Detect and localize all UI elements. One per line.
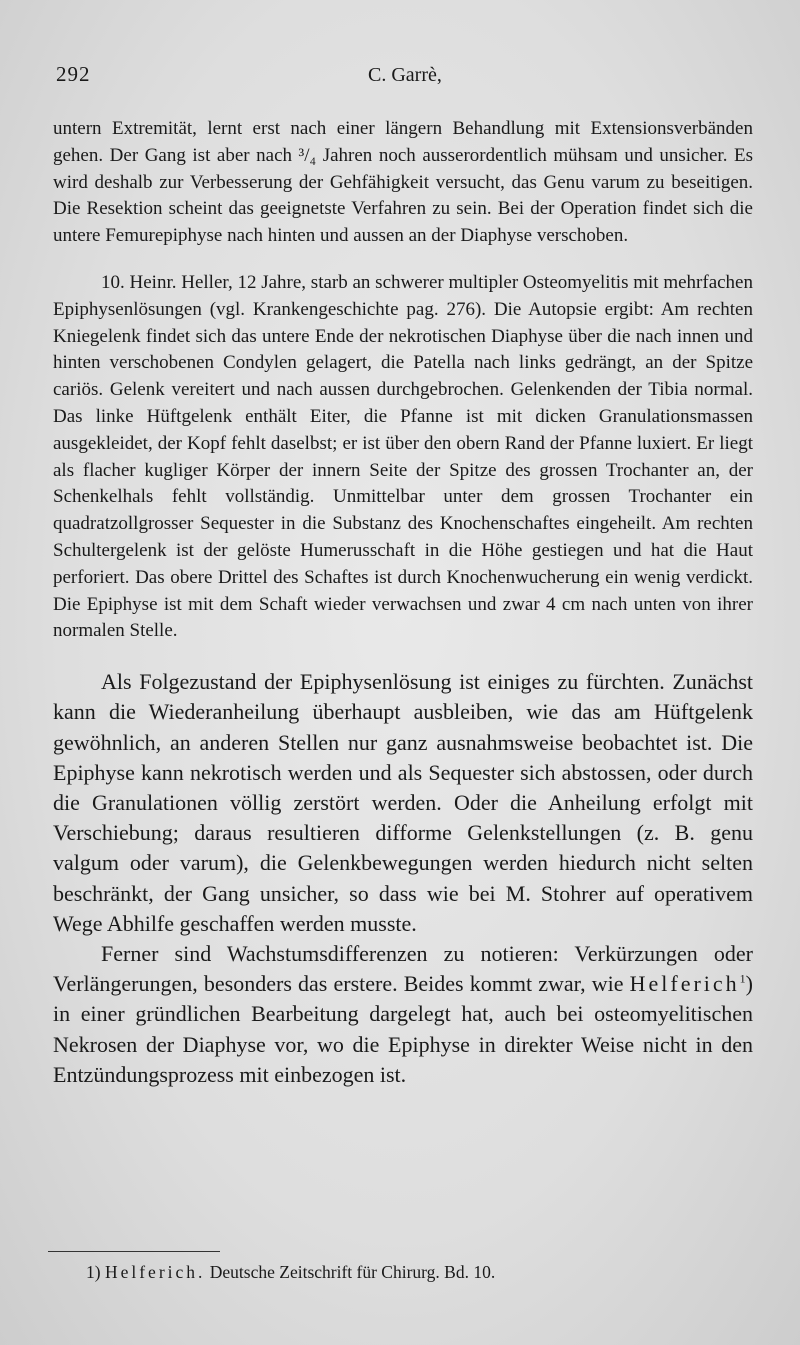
paragraph-text-start: Ferner sind Wachstumsdifferenzen zu notieren: Verkürzungen oder Verlängerungen, besonders das erstere. Beides kommt zwar, wie [53, 940, 753, 997]
paragraph-text-end: ) in einer gründlichen Bearbeitung dargelegt hat, auch bei osteomyelitischen Nekrosen der Diaphyse vor, wo die Epiphyse in direkter Weise nicht in den Entzündungsprozess mit einbezogen ist. [53, 971, 753, 1087]
paragraph-continuation: untern Extremität, lernt erst nach einer längern Behandlung mit Extensionsverbänden gehen. Der Gang ist aber nach ³/₄ Jahren noch ausserordentlich mühsam und unsicher. Es wird deshalb zur Verbesserung der Gehfähigkeit versucht, das Genu varum zu beseitigen. Die Resektion scheint das geeignetste Verfahren zu sein. Bei der Operation findet sich die untere Femurepiphyse nach hinten und aussen an der Diaphyse verschoben. [53, 118, 753, 247]
footnote [86, 1262, 495, 1283]
footnote-text: Deutsche Zeitschrift für Chirurg. Bd. 10. [209, 1262, 496, 1282]
body-paragraph: Als Folgezustand der Epiphysenlösung ist einiges zu fürchten. Zunächst kann die Wiederanheilung überhaupt ausbleiben, wie das am Hüftgelenk gewöhnlich, an anderen Stellen nur ganz ausnahmsweise beobachtet ist. Die Epiphyse kann nekrotisch werden und als Sequester sich abstossen, oder durch die Granulationen völlig zerstört werden. Oder die Anheilung erfolgt mit Verschiebung; daraus resultieren difforme Gelenkstellungen (z. B. genu valgum oder varum), die Gelenkbewegungen werden hiedurch nicht selten beschränkt, der Gang unsicher, so dass wie bei M. Stohrer auf operativem Wege Abhilfe geschaffen werden musste. [53, 669, 753, 936]
body-paragraph-citation [53, 939, 753, 1090]
page-body [53, 116, 753, 1090]
page-number: 292 [56, 62, 91, 86]
page-header [56, 62, 740, 98]
cited-author: Helferich [629, 971, 740, 997]
footnote-reference: 1 [739, 971, 746, 986]
running-head: C. Garrè, [368, 64, 442, 86]
footnote-author: Helferich. [104, 1262, 206, 1282]
footnote-marker: 1) [86, 1262, 101, 1282]
case-report-paragraph: 10. Heinr. Heller, 12 Jahre, starb an schwerer multipler Osteomyelitis mit mehrfachen Epiphysenlösungen (vgl. Krankengeschichte pag. 276). Die Autopsie ergibt: Am rechten Kniegelenk findet sich das untere Ende der nekrotischen Diaphyse über die nach innen und hinten verschobenen Condylen gelagert, die Patella nach links gedrängt, an der Spitze cariös. Gelenk vereitert und nach aussen durchgebrochen. Gelenkenden der Tibia normal. Das linke Hüftgelenk enthält Eiter, die Pfanne ist mit dicken Granulationsmassen ausgekleidet, der Kopf fehlt daselbst; er ist über den obern Rand der Pfanne luxiert. Er liegt als flacher kugliger Körper der innern Seite der Spitze des grossen Trochanter an, der Schenkelhals fehlt vollständig. Unmittelbar unter dem grossen Trochanter ein quadratzollgrosser Sequester in die Substanz des Knochenschaftes eingeheilt. Am rechten Schultergelenk ist der gelöste Humerusschaft in die Höhe gestiegen und hat die Haut perforiert. Das obere Drittel des Schaftes ist durch Knochenwucherung ein wenig verdickt. Die Epiphyse ist mit dem Schaft wieder verwachsen und zwar 4 cm nach unten von ihrer normalen Stelle. [53, 271, 753, 642]
footnote-divider [48, 1251, 220, 1252]
